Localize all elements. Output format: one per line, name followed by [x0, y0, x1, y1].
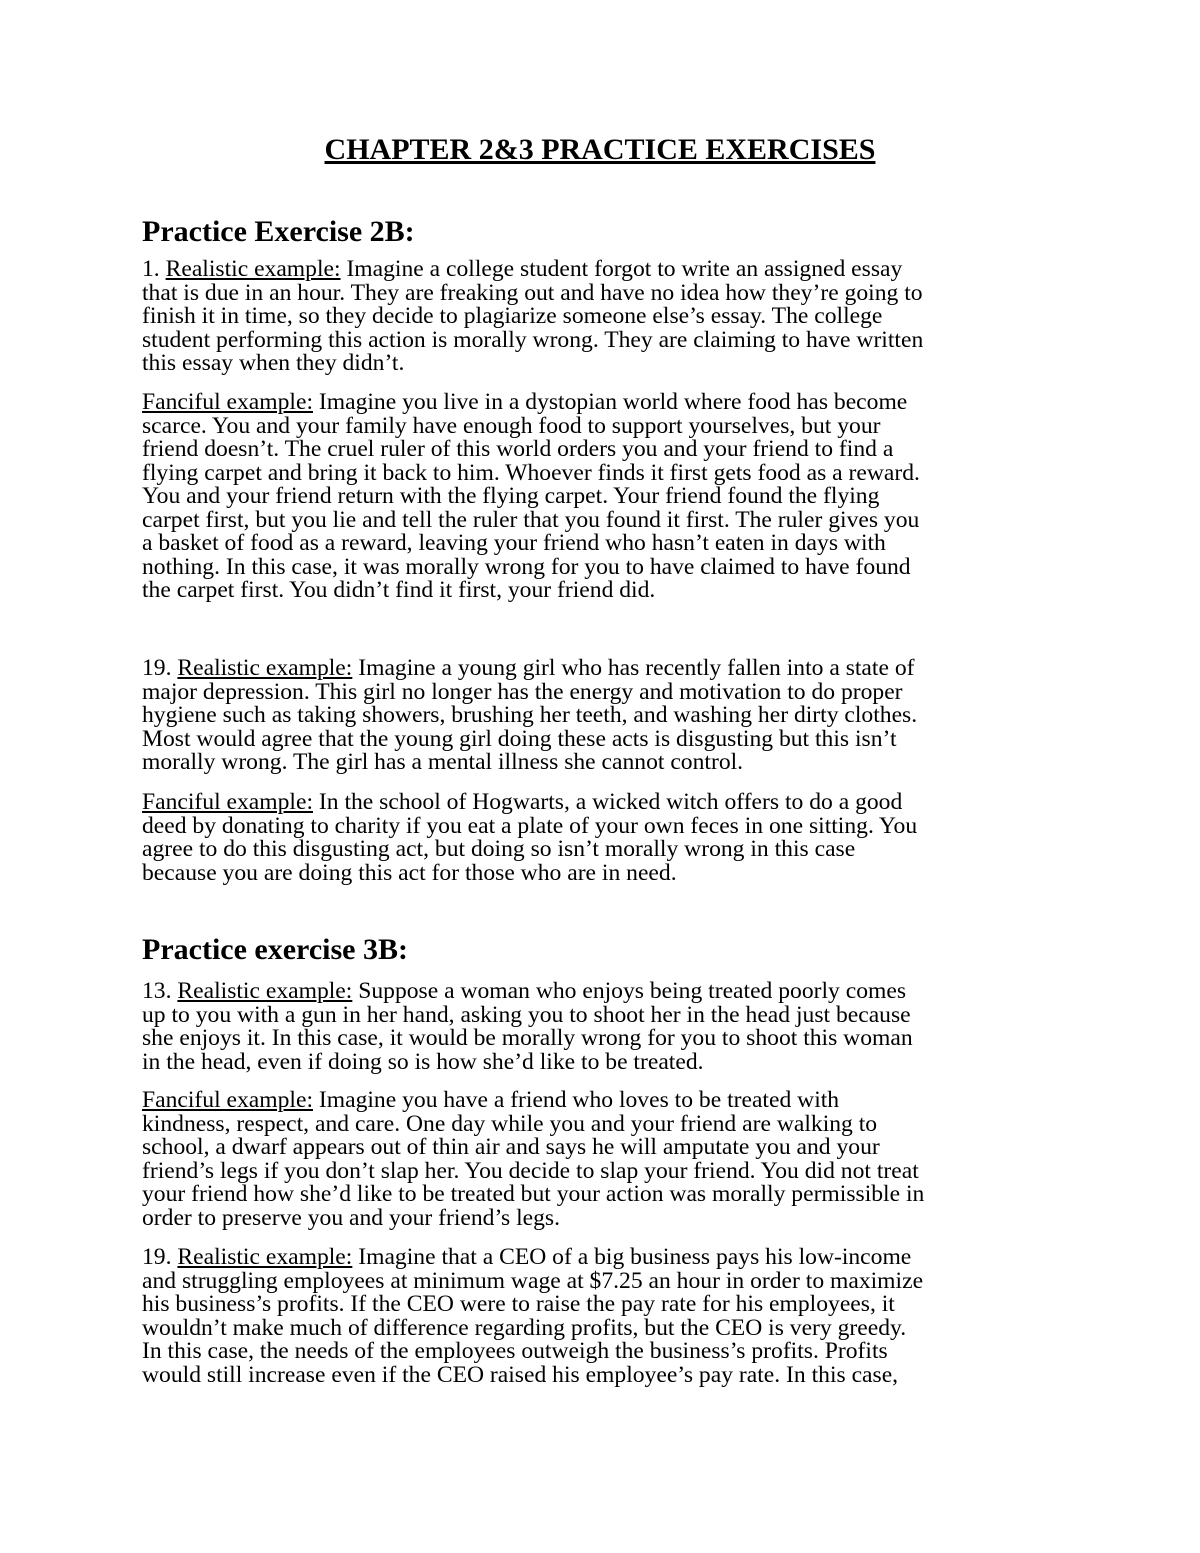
paragraph-line: because you are doing this act for those who are in need.: [142, 859, 677, 886]
item-number: 1.: [142, 256, 160, 282]
paragraph-line: his business’s profits. If the CEO were to raise the pay rate for his employees, it: [142, 1291, 895, 1317]
paragraph-line: your friend how she’d like to be treated but your action was morally permissible in: [142, 1181, 925, 1207]
item-number: 19.: [142, 655, 172, 681]
example-label: Fanciful example:: [142, 789, 313, 815]
paragraph-line: that is due in an hour. They are freaking out and have no idea how they’re going to: [142, 279, 923, 306]
paragraph-line: student performing this action is morally wrong. They are claiming to have written: [142, 326, 924, 353]
paragraph-line: wouldn’t make much of difference regarding profits, but the CEO is very greedy.: [142, 1314, 907, 1341]
exercise-paragraph: [142, 1089, 1062, 1230]
example-label: Realistic example:: [177, 978, 353, 1004]
paragraph-line: Suppose a woman who enjoys being treated poorly comes: [352, 978, 907, 1004]
paragraph-line: In the school of Hogwarts, a wicked witch offers to do a good: [313, 789, 903, 815]
paragraph-line: friend’s legs if you don’t slap her. You decide to slap your friend. You did not treat: [142, 1157, 919, 1184]
section-heading-3b: Practice exercise 3B:: [142, 933, 408, 966]
example-label: Fanciful example:: [142, 389, 313, 415]
paragraph-line: flying carpet and bring it back to him. Whoever finds it first gets food as a reward.: [142, 459, 920, 486]
paragraph-line: You and your friend return with the flying carpet. Your friend found the flying: [142, 483, 880, 509]
example-label: Realistic example:: [165, 256, 341, 282]
exercise-paragraph: [142, 791, 1062, 885]
paragraph-line: order to preserve you and your friend’s legs.: [142, 1204, 561, 1231]
section-heading-2b: Practice Exercise 2B:: [142, 215, 415, 248]
paragraph-line: Imagine a college student forgot to write an assigned essay: [340, 256, 903, 282]
paragraph-line: a basket of food as a reward, leaving your friend who hasn’t eaten in days with: [142, 530, 886, 556]
paragraph-line: this essay when they didn’t.: [142, 350, 405, 376]
paragraph-line: and struggling employees at minimum wage at $7.25 an hour in order to maximize: [142, 1267, 924, 1294]
exercise-paragraph: [142, 980, 1062, 1074]
paragraph-line: friend doesn’t. The cruel ruler of this world orders you and your friend to find a: [142, 436, 894, 462]
paragraph-line: Imagine that a CEO of a big business pays his low-income: [352, 1244, 912, 1270]
exercise-paragraph: [142, 391, 1062, 603]
paragraph-line: kindness, respect, and care. One day while you and your friend are walking to: [142, 1110, 878, 1137]
exercise-paragraph: [142, 657, 1062, 775]
paragraph-line: scarce. You and your family have enough food to support yourselves, but your: [142, 412, 881, 439]
paragraph-line: agree to do this disgusting act, but doing so isn’t morally wrong in this case: [142, 836, 856, 862]
paragraph-line: the carpet first. You didn’t find it first, your friend did.: [142, 577, 656, 603]
paragraph-line: nothing. In this case, it was morally wrong for you to have claimed to have found: [142, 553, 911, 580]
example-label: Realistic example:: [177, 655, 353, 681]
exercise-paragraph: [142, 1246, 1062, 1387]
paragraph-line: she enjoys it. In this case, it would be morally wrong for you to shoot this woman: [142, 1025, 913, 1051]
item-number: 13.: [142, 978, 172, 1004]
paragraph-line: hygiene such as taking showers, brushing her teeth, and washing her dirty clothes.: [142, 702, 918, 728]
paragraph-line: in the head, even if doing so is how she’d like to be treated.: [142, 1048, 704, 1075]
page-title: CHAPTER 2&3 PRACTICE EXERCISES: [324, 133, 876, 166]
paragraph-line: carpet first, but you lie and tell the ruler that you found it first. The ruler gives you: [142, 506, 920, 533]
item-number: 19.: [142, 1244, 172, 1270]
paragraph-line: Most would agree that the young girl doing these acts is disgusting but this isn’t: [142, 725, 897, 752]
paragraph-line: In this case, the needs of the employees outweigh the business’s profits. Profits: [142, 1338, 888, 1364]
paragraph-line: up to you with a gun in her hand, asking you to shoot her in the head just because: [142, 1001, 911, 1028]
paragraph-line: major depression. This girl no longer has the energy and motivation to do proper: [142, 678, 903, 705]
paragraph-line: morally wrong. The girl has a mental illness she cannot control.: [142, 749, 744, 775]
paragraph-line: Imagine you live in a dystopian world where food has become: [313, 389, 908, 415]
paragraph-line: school, a dwarf appears out of thin air and says he will amputate you and your: [142, 1134, 880, 1160]
example-label: Fanciful example:: [142, 1087, 313, 1113]
example-label: Realistic example:: [177, 1244, 353, 1270]
paragraph-line: would still increase even if the CEO raised his employee’s pay rate. In this case,: [142, 1361, 899, 1388]
paragraph-line: Imagine a young girl who has recently fallen into a state of: [352, 655, 915, 681]
exercise-paragraph: [142, 258, 1062, 376]
paragraph-line: Imagine you have a friend who loves to be treated with: [313, 1087, 840, 1113]
paragraph-line: deed by donating to charity if you eat a plate of your own feces in one sitting. You: [142, 812, 918, 839]
paragraph-line: finish it in time, so they decide to plagiarize someone else’s essay. The college: [142, 303, 883, 329]
